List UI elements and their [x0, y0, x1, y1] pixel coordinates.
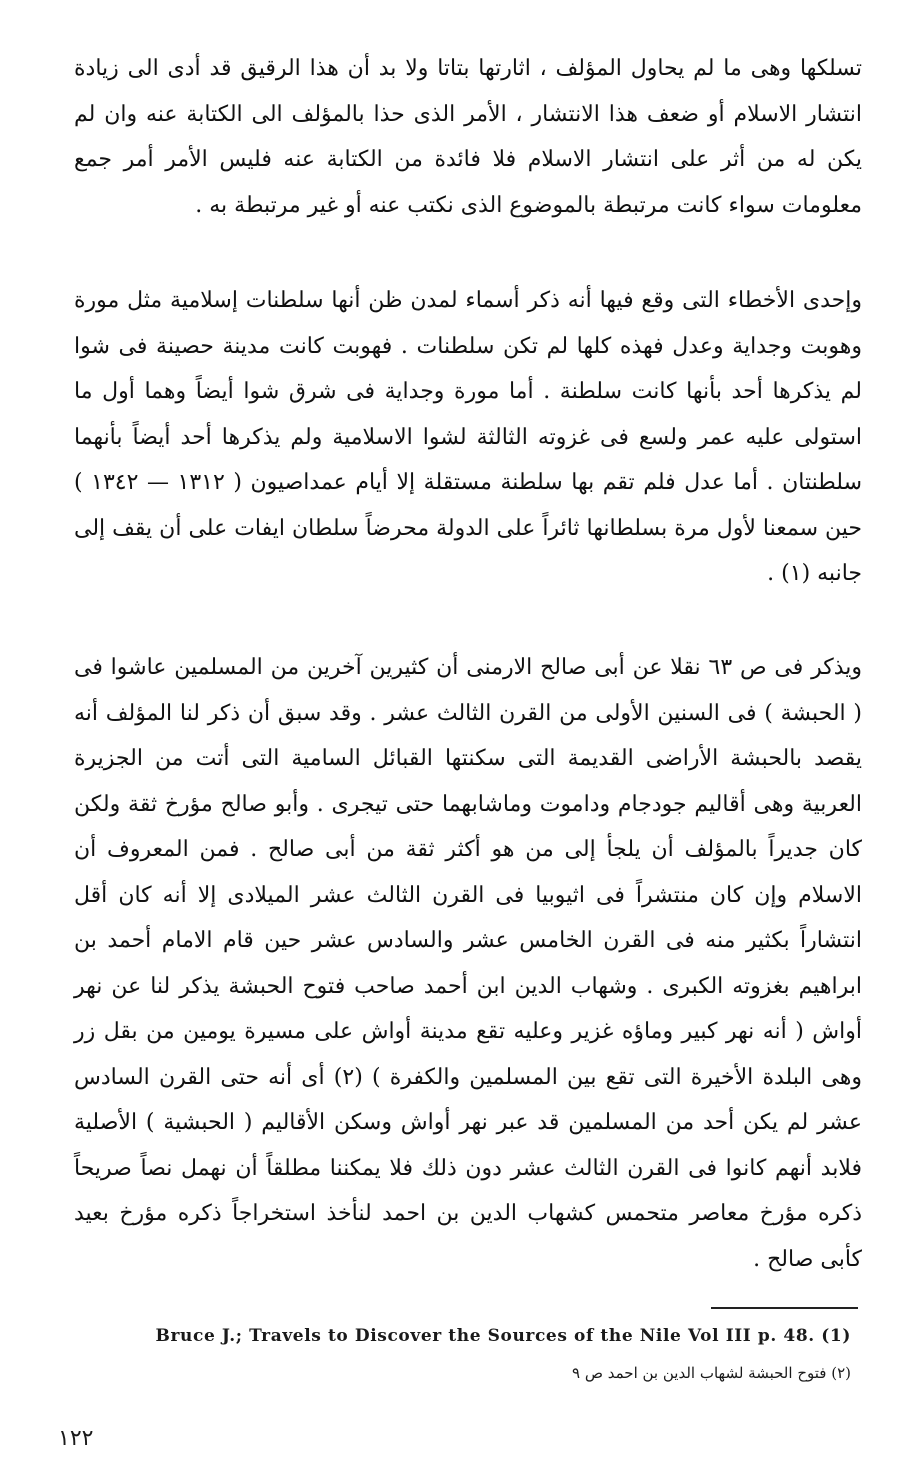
page-number: ١٢٢: [58, 1426, 94, 1451]
paragraph-1: تسلكها وهى ما لم يحاول المؤلف ، اثارتها بتاتا ولا بد أن هذا الرقيق قد أدى الى زيادة انتشار الاسلام أو ضعف هذا الانتشار ، الأمر الذى حذا بالمؤلف الى الكتابة عنه وان لم يكن له من أثر على انتشار الاسلام فلا فائدة من الكتابة عنه فليس الأمر أمر جمع معلومات سواء كانت مرتبطة بالموضوع الذى نكتب عنه أو غير مرتبطة به .: [74, 56, 862, 218]
paragraph-2: وإحدى الأخطاء التى وقع فيها أنه ذكر أسماء لمدن ظن أنها سلطنات إسلامية مثل مورة وهوبت وجداية وعدل فهذه كلها لم تكن سلطنات . فهوبت كانت مدينة حصينة فى شوا لم يذكرها أحد بأنها كانت سلطنة . أما مورة وجداية فى شرق شوا أيضاً وهما أول ما استولى عليه عمر ولسع فى غزوته الثالثة لشوا الاسلامية ولم يذكرها أحد أيضاً بأنهما سلطنتان . أما عدل فلم تقم بها سلطنة مستقلة إلا أيام عمداصيون ( ١٣١٢ — ١٣٤٢ ) حين سمعنا لأول مرة بسلطانها ثائراً على الدولة محرضاً سلطان ايفات على أن يقف إلى جانبه (١) .: [74, 288, 862, 586]
paragraph-3: ويذكر فى ص ٦٣ نقلا عن أبى صالح الارمنى أن كثيرين آخرين من المسلمين عاشوا فى ( الحبشة ) فى السنين الأولى من القرن الثالث عشر . وقد سبق أن ذكر لنا المؤلف أنه يقصد بالحبشة الأراضى القديمة التى سكنتها القبائل السامية التى أتت من الجزيرة العربية وهى أقاليم جودجام وداموت وماشابهما حتى تيجرى . وأبو صالح مؤرخ ثقة ولكن كان جديراً بالمؤلف أن يلجأ إلى من هو أكثر ثقة من أبى صالح . فمن المعروف أن الاسلام وإن كان منتشراً فى اثيوبيا فى القرن الثالث عشر الميلادى إلا أنه كان أقل انتشاراً بكثير منه فى القرن الخامس عشر والسادس عشر حين قام الامام أحمد بن ابراهيم بغزوته الكبرى . وشهاب الدين ابن أحمد صاحب فتوح الحبشة يذكر لنا عن نهر أواش ( أنه نهر كبير وماؤه غزير وعليه تقع مدينة أواش على مسيرة يومين من بقل زر وهى البلدة الأخيرة التى تقع بين المسلمين والكفرة ) (٢) أى أنه حتى القرن السادس عشر لم يكن أحد من المسلمين قد عبر نهر أواش وسكن الأقاليم ( الحبشية ) الأصلية فلابد أنهم كانوا فى القرن الثالث عشر دون ذلك فلا يمكننا مطلقاً أن نهمل نصاً صريحاً ذكره مؤرخ معاصر متحمس كشهاب الدين بن احمد لنأخذ استخراجاً ذكره مؤرخ بعيد كأبى صالح .: [74, 655, 862, 1272]
footnote-separator: [711, 1307, 858, 1309]
footnote-2: (٢) فتوح الحبشة لشهاب الدين بن احمد ص ٩: [572, 1364, 851, 1382]
footnote-1: Bruce J.; Travels to Discover the Sources of the Nile Vol III p. 48. (1): [155, 1326, 851, 1346]
